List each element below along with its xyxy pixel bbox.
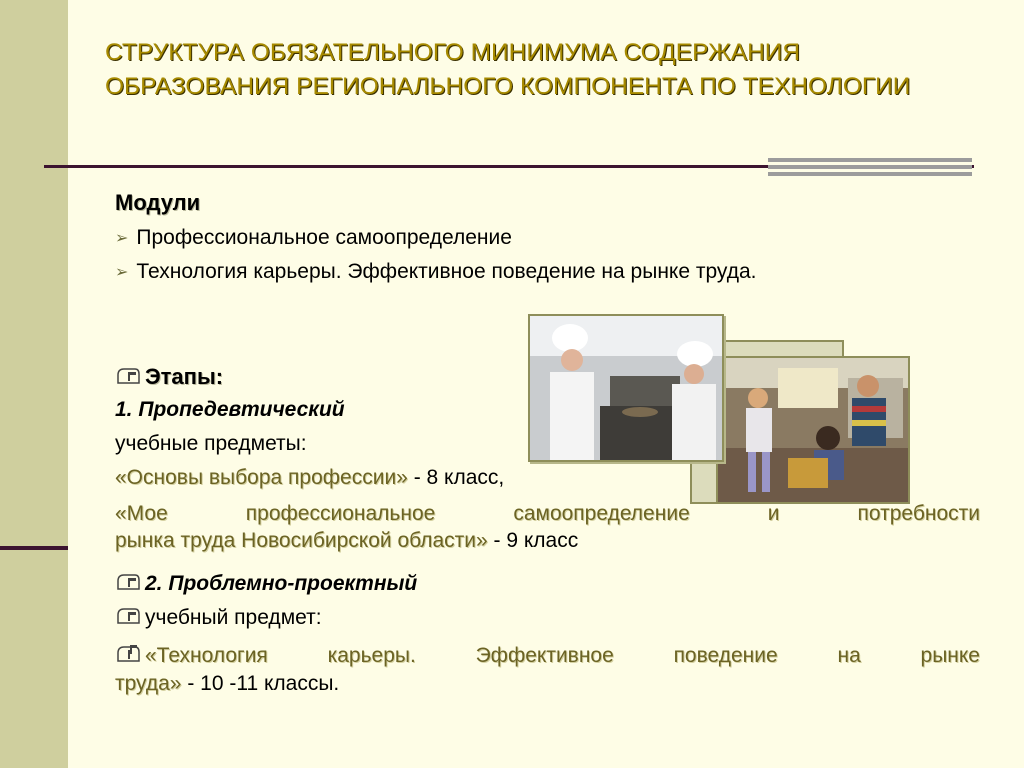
modules-heading: Модули	[115, 190, 201, 215]
module-item-text: Профессиональное самоопределение	[136, 226, 512, 249]
stage1-title: 1. Пропедевтический	[115, 398, 345, 421]
stage2-course-name-line1: «Технология карьеры. Эффективное поведение на рынке	[145, 644, 980, 667]
module-item	[115, 226, 512, 250]
stage2-title: 2. Проблемно-проектный	[145, 572, 418, 595]
mailbox-icon	[115, 606, 141, 626]
course1-grade: - 8 класс,	[407, 466, 505, 489]
left-decor-bar	[0, 0, 68, 768]
arrow-bullet-icon: ➢	[115, 230, 129, 247]
stage1-course1	[115, 466, 980, 490]
stage1-subjects-label: учебные предметы:	[115, 432, 307, 455]
stage2-title-row	[115, 572, 980, 596]
stage2-course-line1	[115, 642, 980, 669]
stage2-subject-label: учебный предмет:	[145, 606, 322, 629]
mailbox-icon	[115, 644, 141, 664]
slide-title: СТРУКТУРА ОБЯЗАТЕЛЬНОГО МИНИМУМА СОДЕРЖАНИЯ ОБРАЗОВАНИЯ РЕГИОНАЛЬНОГО КОМПОНЕНТА ПО ТЕХНОЛОГИИ	[105, 39, 911, 100]
course2-grade: - 9 класс	[487, 529, 579, 552]
stages-heading	[115, 364, 980, 390]
stage1-course2	[115, 527, 980, 554]
left-decor-mark	[0, 546, 68, 550]
mailbox-icon	[115, 366, 141, 386]
title-accent-stripes	[768, 158, 972, 178]
stage2-course-line2	[115, 670, 980, 697]
arrow-bullet-icon: ➢	[115, 264, 129, 281]
course1-name: «Основы выбора профессии»	[115, 466, 408, 489]
module-item-text: Технология карьеры. Эффективное поведение на рынке труда.	[136, 260, 757, 283]
stage2-course-name-line2: труда»	[115, 672, 182, 695]
mailbox-icon	[115, 572, 141, 592]
stages-heading-text: Этапы:	[145, 364, 224, 389]
course2-name-line2: рынка труда Новосибирской области»	[115, 529, 488, 552]
stage2-course-grade: - 10 -11 классы.	[181, 672, 340, 695]
course2-name-line1: «Мое профессиональное самоопределение и потребности	[115, 502, 980, 525]
stage2-subject-row	[115, 606, 980, 630]
module-item	[115, 260, 756, 284]
